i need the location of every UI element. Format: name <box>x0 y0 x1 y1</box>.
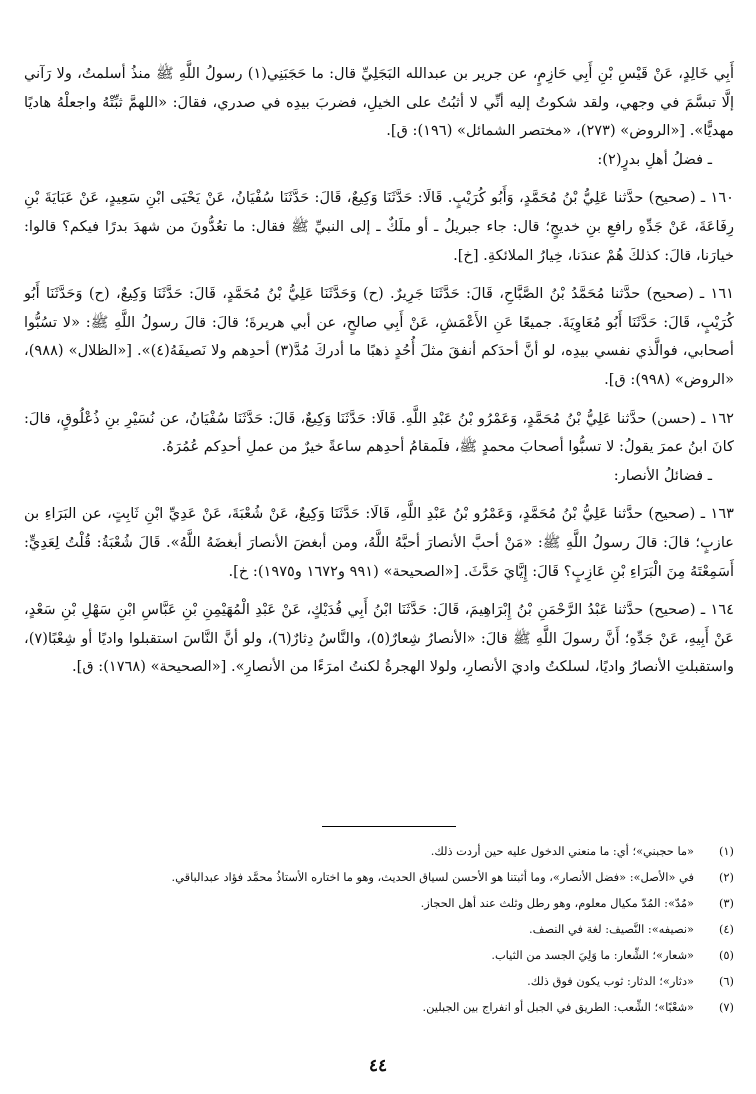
footnote-text: «مُدّ»: المُدّ مكيال معلوم، وهو رطل وثلث عند أهل الحجاز. <box>420 896 694 910</box>
main-text <box>24 60 734 682</box>
footnote-text: «شعار»؛ الشِّعار: ما وَلِيَ الجسد من الثياب. <box>491 948 694 962</box>
footnote-item <box>40 942 734 968</box>
section-heading-ansar: ـ فضائلُ الأنصار: <box>613 466 712 484</box>
footnote-separator <box>322 826 456 827</box>
footnote-text: «دثار»؛ الدثار: ثوب يكون فوق ذلك. <box>527 974 694 988</box>
footnote-item <box>40 838 734 864</box>
footnote-item <box>40 864 734 890</box>
footnote-text: «ما حجبني»؛ أي: ما منعني الدخول عليه حين أردت ذلك. <box>430 844 694 858</box>
footnote-item <box>40 968 734 994</box>
hadith-163: ١٦٣ ـ (صحيح) حدَّثنا عَلِيُّ بْنُ مُحَمَّدٍ، وَعَمْرُو بْنُ عَبْدِ اللَّهِ، قَالَا: حَدَّثَنَا وَكِيعٌ، عَنْ شُعْبَةَ، عَنْ عَدِيِّ ابْنِ ثَابِتٍ، عن البَرَاءِ بن عازبٍ؛ قالَ: قالَ رسولُ اللَّهِ ﷺ: «مَنْ أحبَّ الأنصارَ أحبَّهُ اللَّهُ، ومن أبغضَ الأنصارَ أبغضَهُ اللَّهُ». قَالَ شُعْبَةُ: قُلْتُ لِعَدِيٍّ: أَسَمِعْتَهُ مِنَ الْبَرَاءِ بْنِ عَازِبٍ؟ قَالَ: إِيَّايَ حَدَّثَ. [«الصحيحة» (٩٩١ و١٦٧٢ و١٩٧٥): خ]. <box>24 505 734 580</box>
hadith-161: ١٦١ ـ (صحيح) حدَّثنا مُحَمَّدُ بْنُ الصَّبَّاحِ، قَالَ: حَدَّثَنَا جَرِيرٌ. (ح) وَحَدَّثَنَا عَلِيُّ بْنُ مُحَمَّدٍ، قَالَ: حَدَّثَنَا وَكِيعٌ، (ح) وَحَدَّثَنَا أَبُو كُرَيْبٍ، قَالَ: حَدَّثَنَا أَبُو مُعَاوِيَةَ. جميعًا عَنِ الأَعْمَشِ، عَنْ أَبِي صالحٍ، عن أبي هريرةَ؛ قالَ: قالَ رسولُ اللَّهِ ﷺ: «لا تسُبُّوا أصحابي، فوالَّذي نفسي بيدِه، لو أنَّ أحدَكم أنفقَ مثلَ أُحُدٍ ذهبًا ما أدركَ مُدَّ(٣) أحدِهم ولا نَصيفَهُ(٤)». [«الظلال» (٩٨٨)، «الروض» (٩٩٨): ق]. <box>24 285 734 388</box>
footnote-number: (٣) <box>718 896 734 910</box>
footnote-text: «نصيفه»: النَّصيف: لغة في النصف. <box>528 922 694 936</box>
footnote-number: (٢) <box>718 870 734 884</box>
footnote-number: (١) <box>718 844 734 858</box>
section-heading-badr: ـ فضلُ أهلِ بدرٍ(٢): <box>597 150 712 168</box>
footnote-number: (٦) <box>718 974 734 988</box>
footnote-number: (٥) <box>718 948 734 962</box>
hadith-160: ١٦٠ ـ (صحيح) حدَّثنا عَلِيُّ بْنُ مُحَمَّدٍ، وَأَبُو كُرَيْبٍ. قَالَا: حَدَّثَنَا وَكِيعٌ، قَالَ: حَدَّثَنَا سُفْيَانُ، عَنْ يَحْيَى ابْنِ سَعِيدٍ، عَنْ عَبَايَةَ بْنِ رِفَاعَةَ، عَنْ جَدِّهِ رافعِ بنِ خديجٍ؛ قال: جاء جبريلُ ـ أو ملَكٌ ـ إلى النبيِّ ﷺ فقال: ما تعُدُّونَ من شهدَ بدرًا فيكم؟ قالوا: خيارَنا، قالَ: كذلكَ هُمْ عندَنا، خِيارُ الملائكةِ. [خ]. <box>24 189 734 264</box>
hadith-162: ١٦٢ ـ (حسن) حدَّثنا عَلِيُّ بْنُ مُحَمَّدٍ، وَعَمْرُو بْنُ عَبْدِ اللَّهِ. قَالَا: حَدَّثَنَا وَكِيعٌ، قَالَ: حَدَّثَنَا سُفْيَانُ، عن نُسَيْرِ بنِ ذُعْلُوقٍ، قالَ: كانَ ابنُ عمرَ يقولُ: لا تسبُّوا أصحابَ محمدٍ ﷺ، فلَمقامُ أحدِهم ساعةً خيرٌ من عملِ أحدِكم عُمُرَهُ. <box>24 409 734 456</box>
footnote-item <box>40 890 734 916</box>
hadith-164: ١٦٤ ـ (صحيح) حدَّثنا عَبْدُ الرَّحْمَنِ بْنُ إِبْرَاهِيمَ، قَالَ: حَدَّثَنَا ابْنُ أَبِي فُدَيْكٍ، عَنْ عَبْدِ الْمُهَيْمِنِ بْنِ عَبَّاسِ ابْنِ سَهْلِ بْنِ سَعْدٍ، عَنْ أَبِيهِ، عَنْ جَدِّهِ؛ أَنَّ رسولَ اللَّهِ ﷺ قالَ: «الأنصارُ شِعارٌ(٥)، والنَّاسُ دِثارٌ(٦)، ولو أنَّ النَّاسَ استقبلوا واديًا أو شِعْبًا(٧)، واستقبلتِ الأنصارُ واديًا، لسلكتُ واديَ الأنصارِ، ولولا الهجرةُ لكنتُ امرَءًا من الأنصارِ». [«الصحيحة» (١٧٦٨): ق]. <box>24 601 734 676</box>
footnote-number: (٤) <box>718 922 734 936</box>
footnote-item <box>40 916 734 942</box>
intro-paragraph: أَبِي خَالِدٍ، عَنْ قَيْسِ بْنِ أَبِي حَازِمٍ، عن جرير بن عبدالله البَجَلِيِّ قال: ما حَجَبَنِي(١) رسولُ اللَّهِ ﷺ منذُ أسلمتُ، ولا رَآني إلَّا تبسَّمَ في وجهي، ولقد شكوتُ إليه أنِّي لا أثبُتُ على الخيلِ، فضربَ بيدِه في صدري، فقالَ: «اللهمَّ ثبِّتْهُ واجعلْهُ هاديًا مهديًّا». [«الروض» (٢٧٣)، «مختصر الشمائل» (١٩٦): ق]. <box>24 65 735 140</box>
footnote-number: (٧) <box>718 1000 734 1014</box>
footnote-text: في «الأصل»: «فضل الأنصار»، وما أثبتنا هو الأحسن لسياق الحديث، وهو ما اختاره الأستاذُ محمَّد فؤاد عبدالباقي. <box>171 870 694 884</box>
footnote-text: «شعْبًا»؛ الشِّعب: الطريق في الجبل أو انفراج بين الجبلين. <box>422 1000 694 1014</box>
footnotes <box>40 838 734 1020</box>
footnote-item <box>40 994 734 1020</box>
page-number: ٤٤ <box>368 1056 388 1076</box>
